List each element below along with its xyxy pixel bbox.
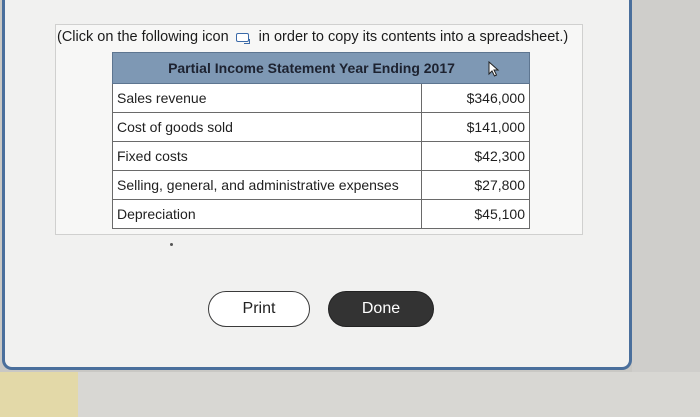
row-value: $42,300 [422, 142, 530, 171]
row-label: Depreciation [113, 200, 422, 229]
table-header-row [113, 53, 530, 84]
done-button[interactable]: Done [328, 291, 434, 327]
row-value: $346,000 [422, 84, 530, 113]
table-row [113, 84, 530, 113]
mouse-pointer-icon [487, 61, 501, 77]
button-bar [5, 291, 635, 329]
row-value: $141,000 [422, 113, 530, 142]
background-edge [632, 0, 700, 372]
row-value: $45,100 [422, 200, 530, 229]
background-strip [0, 372, 700, 417]
table-row [113, 113, 530, 142]
row-value: $27,800 [422, 171, 530, 200]
income-statement-table [112, 52, 530, 229]
instruction-text [57, 29, 568, 45]
background-corner [0, 372, 78, 417]
print-button[interactable]: Print [208, 291, 310, 327]
dialog-window [2, 0, 632, 370]
table-row [113, 200, 530, 229]
table-title [113, 53, 530, 84]
row-label: Fixed costs [113, 142, 422, 171]
instruction-suffix: in order to copy its contents into a spreadsheet.) [258, 29, 569, 45]
table-title-text: Partial Income Statement Year Ending 2017 [168, 60, 455, 76]
copy-icon-tail [244, 39, 250, 44]
table-row [113, 142, 530, 171]
row-label: Selling, general, and administrative expenses [113, 171, 422, 200]
table-row [113, 171, 530, 200]
instruction-prefix: (Click on the following icon [57, 29, 229, 45]
stray-dot [170, 243, 173, 246]
row-label: Sales revenue [113, 84, 422, 113]
row-label: Cost of goods sold [113, 113, 422, 142]
copy-to-spreadsheet-icon[interactable] [235, 30, 251, 44]
